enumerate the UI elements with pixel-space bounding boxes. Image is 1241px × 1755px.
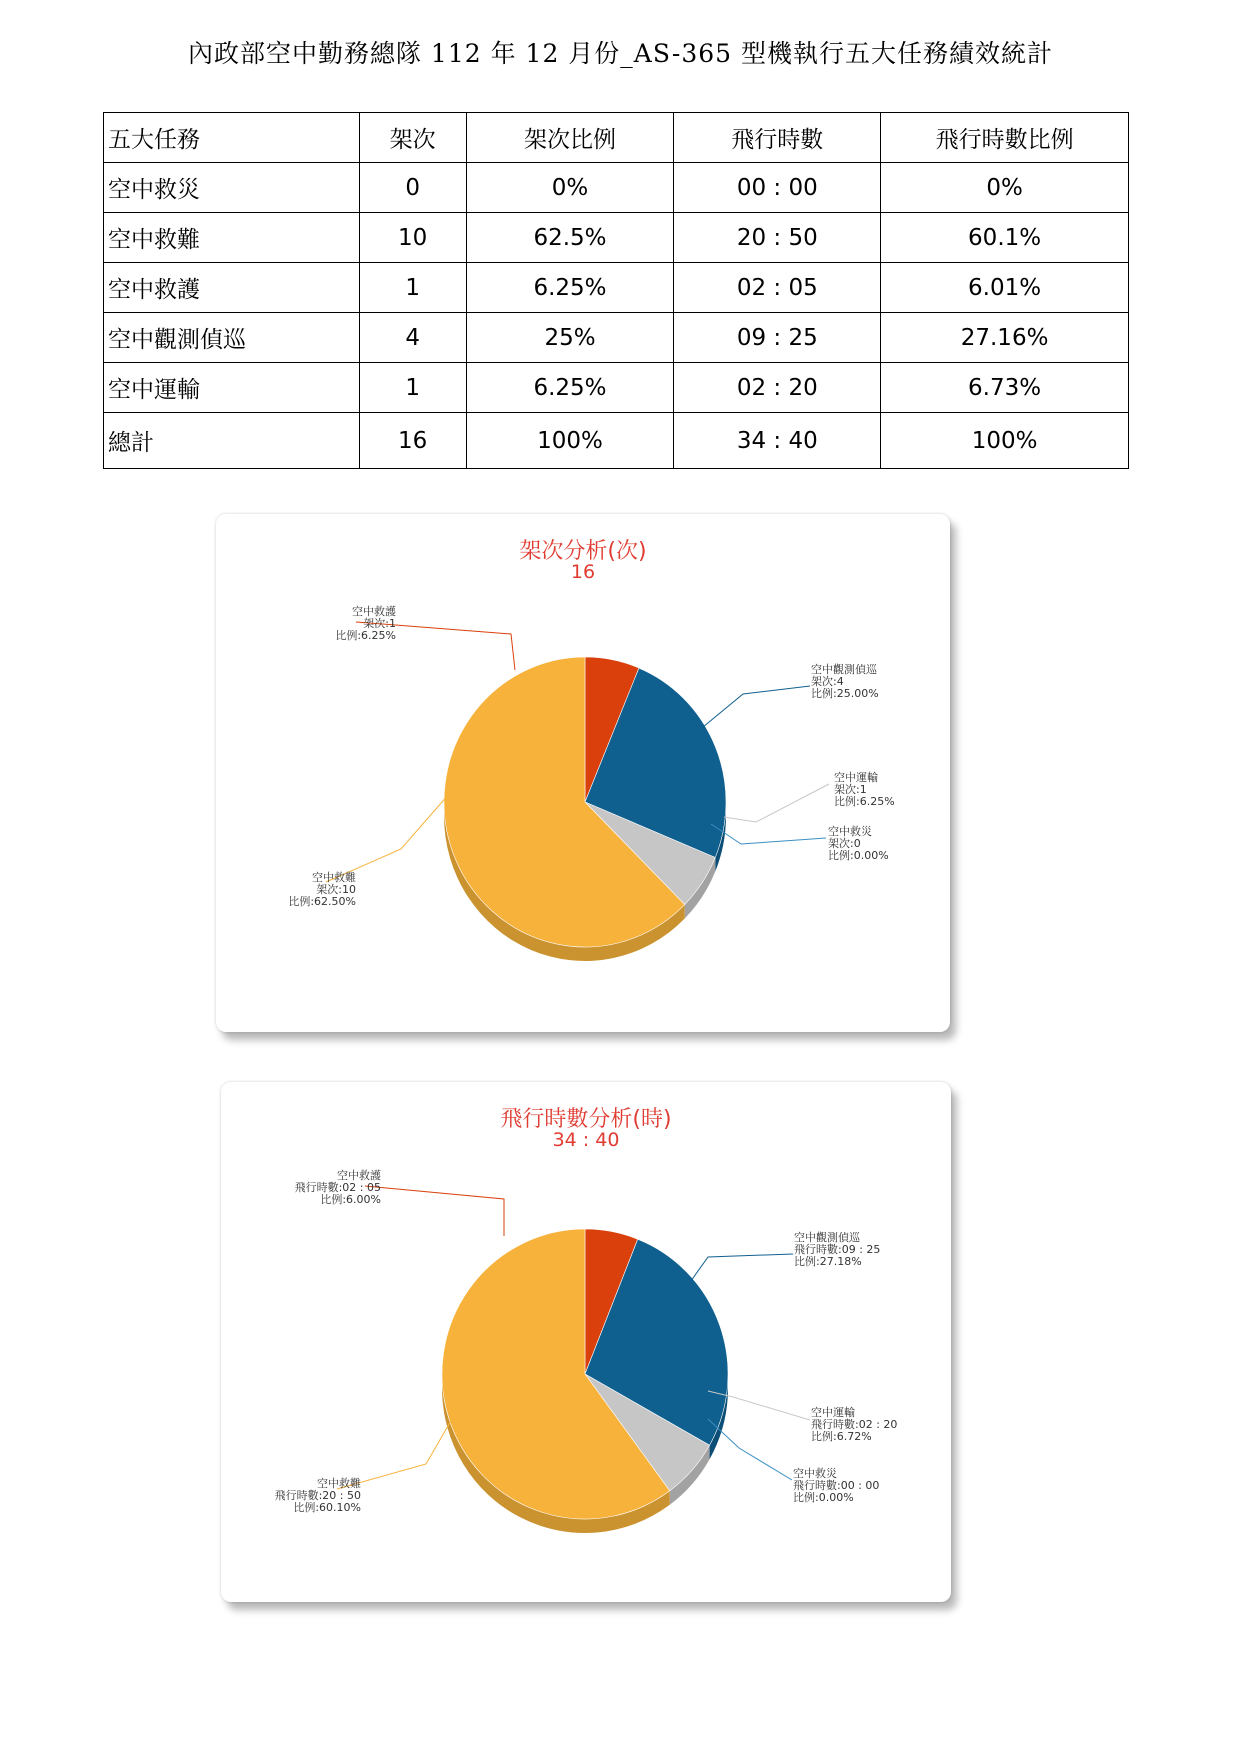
- task-name-cell: 空中救護: [104, 263, 360, 313]
- hours-ratio-cell: 100%: [881, 413, 1129, 469]
- data-label-percent: 比例:60.10%: [293, 1501, 361, 1514]
- task-name-cell: 空中救災: [104, 163, 360, 213]
- sortie-ratio-cell: 6.25%: [466, 263, 674, 313]
- data-label-name: 空中觀測偵巡: [794, 1231, 860, 1244]
- data-label: [793, 1468, 879, 1504]
- flight-hours-cell: 02 : 20: [674, 363, 881, 413]
- data-label-value: 飛行時數:20 : 50: [274, 1489, 361, 1502]
- data-label-value: 架次:1: [834, 783, 867, 796]
- chart-title: 架次分析(次): [519, 539, 647, 564]
- sortie-ratio-cell: 6.25%: [466, 363, 674, 413]
- data-label-percent: 比例:62.50%: [288, 895, 356, 908]
- sortie-ratio-cell: 100%: [466, 413, 674, 469]
- table-row: [104, 263, 1129, 313]
- data-label-name: 空中救災: [793, 1467, 837, 1480]
- header-cell: 飛行時數: [674, 113, 881, 163]
- sortie-ratio-cell: 62.5%: [466, 213, 674, 263]
- header-cell: 五大任務: [104, 113, 360, 163]
- task-name-cell: 空中觀測偵巡: [104, 313, 360, 363]
- leader-line: [326, 786, 456, 882]
- sorties-cell: 10: [359, 213, 466, 263]
- leader-line: [711, 824, 826, 844]
- data-label-name: 空中救難: [312, 871, 356, 884]
- chart-title: 飛行時數分析(時): [500, 1107, 672, 1132]
- document-title: 內政部空中勤務總隊 112 年 12 月份_AS-365 型機執行五大任務績效統計: [187, 39, 1054, 68]
- data-label: [811, 1407, 897, 1443]
- data-label: [221, 1478, 361, 1514]
- table-row: [104, 163, 1129, 213]
- chart-subtitle: 34 : 40: [552, 1129, 620, 1151]
- data-label-percent: 比例:25.00%: [811, 687, 879, 700]
- data-label-percent: 比例:0.00%: [793, 1491, 854, 1504]
- data-label-value: 架次:4: [811, 675, 844, 688]
- task-name-cell: 空中運輸: [104, 363, 360, 413]
- data-label-value: 架次:1: [363, 617, 396, 630]
- data-label-value: 飛行時數:00 : 00: [793, 1479, 880, 1492]
- sorties-cell: 0: [359, 163, 466, 213]
- sortie-ratio-cell: 25%: [466, 313, 674, 363]
- data-label-value: 架次:0: [828, 837, 861, 850]
- data-label-percent: 比例:6.72%: [811, 1430, 872, 1443]
- data-label-value: 飛行時數:02 : 20: [811, 1418, 898, 1431]
- leader-line: [683, 1254, 793, 1292]
- flight-hours-cell: 34 : 40: [674, 413, 881, 469]
- flight-hours-cell: 00 : 00: [674, 163, 881, 213]
- chart-subtitle: 16: [570, 561, 596, 583]
- data-label-name: 空中救災: [828, 825, 872, 838]
- flight-hours-pie-chart-card: [221, 1082, 951, 1602]
- data-label-name: 空中救護: [337, 1169, 381, 1182]
- data-label: [828, 826, 889, 862]
- table-total-row: [104, 413, 1129, 469]
- header-cell: 飛行時數比例: [881, 113, 1129, 163]
- data-label-percent: 比例:6.25%: [834, 795, 895, 808]
- data-label-value: 飛行時數:09 : 25: [794, 1243, 881, 1256]
- task-name-cell: 空中救難: [104, 213, 360, 263]
- leader-line: [697, 686, 810, 732]
- sortie-ratio-cell: 0%: [466, 163, 674, 213]
- leader-line: [365, 1186, 504, 1236]
- table-header-row: [104, 113, 1129, 163]
- leader-line: [724, 784, 829, 822]
- table-row: [104, 363, 1129, 413]
- header-cell: 架次比例: [466, 113, 674, 163]
- data-label-value: 架次:10: [316, 883, 356, 896]
- sorties-cell: 1: [359, 363, 466, 413]
- hours-ratio-cell: 60.1%: [881, 213, 1129, 263]
- performance-table: [103, 112, 1129, 469]
- hours-ratio-cell: 6.01%: [881, 263, 1129, 313]
- data-label: [241, 1170, 381, 1206]
- data-label: [256, 606, 396, 642]
- flight-hours-cell: 02 : 05: [674, 263, 881, 313]
- data-label-percent: 比例:6.00%: [320, 1193, 381, 1206]
- data-label-name: 空中救護: [352, 605, 396, 618]
- hours-ratio-cell: 6.73%: [881, 363, 1129, 413]
- data-label: [216, 872, 356, 908]
- data-label: [834, 772, 895, 808]
- sortie-pie-chart-card: [216, 514, 950, 1032]
- header-cell: 架次: [359, 113, 466, 163]
- sorties-cell: 4: [359, 313, 466, 363]
- leader-line: [337, 1400, 463, 1489]
- data-label-percent: 比例:6.25%: [335, 629, 396, 642]
- data-label: [811, 664, 879, 700]
- flight-hours-cell: 09 : 25: [674, 313, 881, 363]
- data-label: [794, 1232, 880, 1268]
- data-label-value: 飛行時數:02 : 05: [294, 1181, 381, 1194]
- data-label-name: 空中運輸: [811, 1406, 855, 1419]
- table-row: [104, 213, 1129, 263]
- sorties-cell: 16: [359, 413, 466, 469]
- data-label-name: 空中運輸: [834, 771, 878, 784]
- flight-hours-pie-chart: [221, 1082, 951, 1602]
- hours-ratio-cell: 0%: [881, 163, 1129, 213]
- task-name-cell: 總計: [104, 413, 360, 469]
- flight-hours-cell: 20 : 50: [674, 213, 881, 263]
- data-label-name: 空中觀測偵巡: [811, 663, 877, 676]
- data-label-name: 空中救難: [317, 1477, 361, 1490]
- sorties-cell: 1: [359, 263, 466, 313]
- table-row: [104, 313, 1129, 363]
- hours-ratio-cell: 27.16%: [881, 313, 1129, 363]
- data-label-percent: 比例:0.00%: [828, 849, 889, 862]
- data-label-percent: 比例:27.18%: [794, 1255, 862, 1268]
